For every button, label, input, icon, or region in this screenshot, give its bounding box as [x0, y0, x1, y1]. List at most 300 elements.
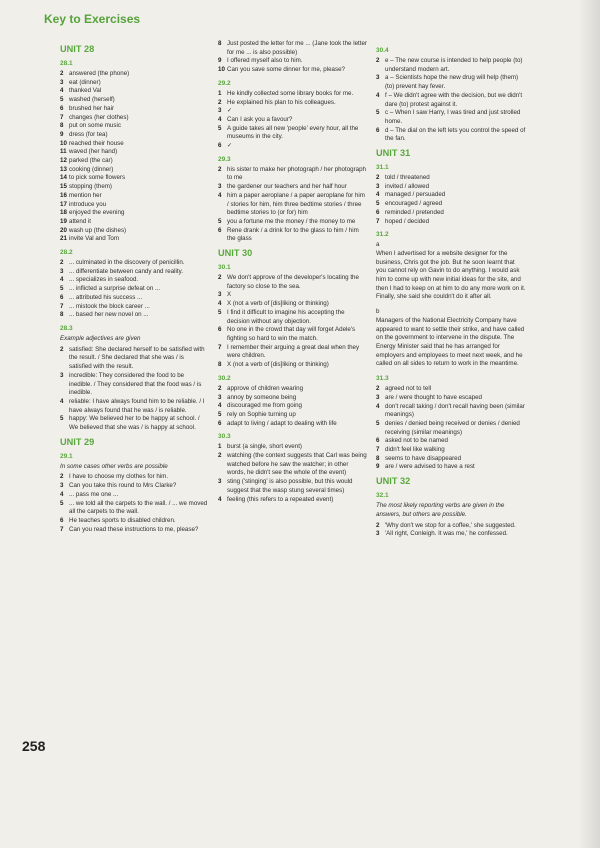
- answer-number: 5: [376, 109, 380, 117]
- answer-text: are / were advised to have a rest: [385, 463, 475, 471]
- answer-text: adapt to living / adapt to dealing with life: [227, 419, 337, 427]
- answer-item: [60, 276, 208, 285]
- answer-number: 4: [376, 91, 380, 99]
- answer-number: 3: [60, 267, 64, 275]
- answer-number: 5: [60, 96, 64, 104]
- answer-item: [376, 174, 526, 183]
- answer-item: [60, 526, 208, 535]
- answer-text: Rene drank / a drink for to the glass to him / him the glass: [227, 226, 359, 243]
- answer-item: [60, 218, 208, 227]
- section-28-3-list: [60, 346, 208, 433]
- answer-number: 7: [376, 217, 380, 225]
- answer-item: [218, 291, 368, 300]
- section-30-2-heading: 30.2: [218, 374, 231, 382]
- answer-text: watching (the context suggests that Carl was being watched before he saw the watcher; in other words, he didn't see the whole of the event): [227, 452, 367, 477]
- answer-number: 6: [218, 142, 222, 150]
- answer-item: [60, 105, 208, 114]
- section-31-3-heading: 31.3: [376, 375, 389, 383]
- answer-text: changes (her clothes): [69, 113, 129, 121]
- answer-number: 6: [376, 437, 380, 445]
- answer-number: 5: [60, 415, 64, 423]
- answer-number: 1: [218, 443, 222, 451]
- answer-item: [60, 131, 208, 140]
- answer-item: [376, 191, 526, 200]
- answer-text: approve of children wearing: [227, 384, 304, 392]
- section-28-3-heading: 28.3: [60, 324, 73, 332]
- answer-text: dress (for tea): [69, 130, 108, 138]
- answer-text: to pick some flowers: [69, 174, 126, 182]
- answer-text: X (not a verb of [dis]liking or thinking): [227, 361, 329, 369]
- answer-item: [376, 394, 526, 403]
- answer-number: 2: [376, 385, 380, 393]
- answer-number: 2: [60, 70, 64, 77]
- paragraph-label-a: a: [376, 241, 380, 249]
- answer-number: 6: [60, 293, 64, 301]
- answer-item: [60, 201, 208, 210]
- answer-item: [60, 157, 208, 166]
- answer-text: 'Why don't we stop for a coffee,' she suggested.: [385, 521, 516, 529]
- answer-item: [218, 40, 368, 57]
- answer-text: agreed not to tell: [385, 385, 432, 393]
- answer-number: 12: [60, 157, 67, 165]
- answer-text: annoy by someone being: [227, 393, 297, 401]
- section-29-1-continued-list: [218, 40, 368, 75]
- answer-number: 2: [218, 452, 222, 460]
- section-30-1-heading: 30.1: [218, 264, 231, 272]
- answer-item: [60, 346, 208, 372]
- answer-number: 6: [60, 516, 64, 524]
- answer-text: Just posted the letter for me ... (Jane took the letter for me ... is also possible): [227, 40, 367, 56]
- answer-number: 4: [60, 397, 64, 405]
- answer-item: [376, 530, 526, 539]
- answer-item: [60, 415, 208, 432]
- answer-number: 4: [218, 191, 222, 199]
- answer-item: [376, 200, 526, 209]
- answer-item: [60, 148, 208, 157]
- section-30-1-list: [218, 274, 368, 370]
- answer-text: thanked Val: [69, 87, 102, 95]
- answer-number: 5: [218, 308, 222, 316]
- answer-text: ✓: [227, 107, 233, 115]
- answer-item: [60, 183, 208, 192]
- answer-item: [218, 300, 368, 309]
- answer-item: [60, 140, 208, 149]
- answer-item: [218, 326, 368, 343]
- answer-item: [218, 309, 368, 326]
- answer-text: c – When I saw Harry, I was tired and just strolled home.: [385, 109, 521, 125]
- answer-text: discouraged me from going: [227, 402, 302, 410]
- answer-text: don't recall taking / don't recall having been (similar meanings): [385, 402, 525, 419]
- column-right: [376, 42, 526, 539]
- answer-number: 8: [60, 311, 64, 319]
- answer-item: [376, 522, 526, 531]
- answer-item: [60, 294, 208, 303]
- answer-item: [60, 70, 208, 79]
- answer-number: 2: [218, 165, 222, 173]
- answer-item: [218, 274, 368, 291]
- answer-number: 3: [60, 371, 64, 379]
- answer-item: [218, 227, 368, 244]
- answer-number: 15: [60, 183, 67, 191]
- answer-text: ... culminated in the discovery of penicillin.: [69, 259, 185, 267]
- answer-text: d – The dial on the left lets you control the speed of the fan.: [385, 126, 526, 143]
- answer-text: stopping (them): [69, 183, 112, 191]
- answer-item: [60, 500, 208, 517]
- answer-item: [60, 285, 208, 294]
- answer-text: answered (the phone): [69, 70, 130, 77]
- answer-number: 6: [218, 326, 222, 334]
- answer-text: you a fortune me the money / the money to me: [227, 217, 356, 225]
- answer-item: [60, 482, 208, 491]
- section-30-4-list: [376, 57, 526, 144]
- answer-number: 4: [218, 115, 222, 123]
- answer-text: ... pass me one ...: [69, 490, 119, 498]
- answer-number: 6: [376, 208, 380, 216]
- answer-item: [60, 268, 208, 277]
- answer-item: [376, 446, 526, 455]
- answer-item: [376, 437, 526, 446]
- answer-text: I offered myself also to him.: [227, 57, 303, 65]
- answer-text: ✓: [227, 142, 233, 150]
- section-28-1-list: [60, 70, 208, 244]
- answer-text: waved (her hand): [69, 148, 118, 156]
- column-middle: [218, 40, 368, 504]
- answer-text: reliable: I have always found him to be reliable. / I have always found that he was / is reliable.: [69, 397, 205, 414]
- answer-text: put on some music: [69, 122, 121, 130]
- answer-number: 11: [60, 148, 67, 156]
- answer-item: [376, 218, 526, 227]
- answer-number: 7: [218, 343, 222, 351]
- answer-item: [218, 420, 368, 429]
- answer-number: 5: [218, 410, 222, 418]
- answer-number: 5: [60, 285, 64, 293]
- answer-number: 4: [60, 276, 64, 284]
- answer-text: He kindly collected some library books for me.: [227, 89, 354, 97]
- answer-text: invited / allowed: [385, 182, 430, 190]
- answer-item: [218, 394, 368, 403]
- section-29-2-heading: 29.2: [218, 79, 231, 87]
- answer-item: [60, 114, 208, 123]
- answer-text: feeling (this refers to a repeated event): [227, 495, 334, 503]
- answer-item: [218, 183, 368, 192]
- answer-item: [60, 473, 208, 482]
- answer-number: 4: [218, 300, 222, 308]
- answer-item: [60, 122, 208, 131]
- section-28-1-heading: 28.1: [60, 60, 73, 67]
- answer-number: 3: [376, 393, 380, 401]
- paragraph-b: Managers of the National Electricity Company have appeared to want to settle their strike, and have called on the government to intervene in the dispute. The Energy Minister said that he has arranged for employers and employees to meet next week, and he called on all sides to return to work in the meantime.: [376, 316, 525, 368]
- section-31-3-list: [376, 385, 526, 472]
- paragraph-a: When I advertised for a website designer for the business, Chris got the job. But he soon learnt that you cannot rely on Gavin to do anything. I would ask him to come up with new initial ideas for the site, and then I had to keep on at him to do any more work on it. Finally, she said she couldn't do it after all.: [376, 249, 526, 301]
- section-32-1-heading: 32.1: [376, 492, 389, 500]
- answer-number: 3: [60, 78, 64, 86]
- answer-number: 2: [60, 345, 64, 353]
- answer-text: his sister to make her photograph / her photograph to me: [227, 165, 366, 182]
- answer-number: 9: [218, 57, 222, 65]
- section-28-2-list: [60, 259, 208, 320]
- answer-item: [376, 92, 526, 109]
- section-28-3-note: Example adjectives are given: [60, 334, 141, 342]
- answer-item: [60, 259, 208, 268]
- answer-number: 6: [376, 126, 380, 134]
- answer-text: X (not a verb of [dis]liking or thinking): [227, 300, 329, 308]
- section-28-2-heading: 28.2: [60, 249, 73, 257]
- answer-item: [376, 209, 526, 218]
- answer-number: 16: [60, 191, 67, 199]
- answer-text: ... differentiate between candy and reality.: [69, 267, 183, 275]
- answer-item: [218, 166, 368, 183]
- answer-text: eat (dinner): [69, 78, 101, 86]
- unit-29-heading: UNIT 29: [60, 436, 95, 447]
- unit-32-heading: UNIT 32: [376, 476, 411, 487]
- answer-number: 3: [376, 182, 380, 190]
- answer-text: f – We didn't agree with the decision, but we didn't dare (to) protest against it.: [385, 91, 523, 108]
- answer-text: him a paper aeroplane / a paper aeroplane for him / stories for him, him three bedtime stories / three bedtime stories to (or for) him: [227, 191, 365, 217]
- answer-text: encouraged / agreed: [385, 200, 443, 208]
- answer-item: [60, 192, 208, 201]
- answer-number: 2: [60, 259, 64, 267]
- answer-number: 2: [218, 274, 222, 282]
- answer-number: 4: [218, 402, 222, 410]
- section-29-1-note: In some cases other verbs are possible: [60, 462, 168, 470]
- answer-number: 5: [218, 124, 222, 132]
- section-29-1-heading: 29.1: [60, 452, 73, 460]
- answer-text: He teaches sports to disabled children.: [69, 516, 176, 524]
- answer-number: 13: [60, 165, 67, 173]
- answer-text: the gardener our teachers and her half hour: [227, 183, 347, 191]
- answer-item: [60, 174, 208, 183]
- answer-text: satisfied: She declared herself to be satisfied with the result. / She declared that she was / is satisfied with the result.: [69, 345, 205, 371]
- answer-number: 8: [376, 454, 380, 462]
- section-30-2-list: [218, 385, 368, 429]
- answer-number: 7: [376, 446, 380, 454]
- answer-number: 3: [218, 183, 222, 191]
- section-31-2-heading: 31.2: [376, 231, 389, 239]
- page-title: Key to Exercises: [44, 12, 141, 26]
- answer-number: 4: [60, 490, 64, 498]
- answer-item: [218, 452, 368, 478]
- answer-item: [60, 491, 208, 500]
- answer-item: [60, 235, 208, 244]
- answer-item: [376, 127, 526, 144]
- answer-text: I find it difficult to imagine his accepting the decision without any objection.: [227, 308, 345, 325]
- section-32-1-note: The most likely reporting verbs are given in the answers, but others are possible.: [376, 502, 505, 518]
- answer-text: parked (the car): [69, 157, 113, 165]
- answer-text: wash up (the dishes): [69, 226, 127, 234]
- answer-item: [218, 478, 368, 495]
- unit-28-heading: UNIT 28: [60, 44, 95, 54]
- answer-number: 17: [60, 200, 67, 208]
- answer-item: [60, 398, 208, 415]
- answer-number: 8: [218, 40, 222, 47]
- section-31-1-list: [376, 174, 526, 226]
- answer-item: [376, 420, 526, 437]
- answer-number: 21: [60, 235, 67, 243]
- answer-number: 10: [218, 66, 225, 74]
- answer-text: A guide takes all new 'people' every hour, all the museums in the city.: [227, 124, 359, 141]
- unit-30-heading: UNIT 30: [218, 248, 253, 259]
- answer-number: 7: [60, 113, 64, 121]
- answer-number: 9: [376, 463, 380, 471]
- answer-item: [218, 411, 368, 420]
- answer-number: 2: [376, 174, 380, 182]
- answer-text: invite Val and Tom: [69, 235, 119, 243]
- answer-text: didn't feel like walking: [385, 446, 445, 454]
- answer-text: sting ('stinging' is also possible, but this would suggest that the wasp stung several times): [227, 478, 353, 494]
- answer-text: are / were thought to have escaped: [385, 393, 483, 401]
- answer-number: 2: [60, 473, 64, 481]
- section-29-2-list: [218, 90, 368, 151]
- answer-text: ... we told all the carpets to the wall. / ... we moved all the carpets to the wall.: [69, 499, 208, 516]
- answer-item: [218, 99, 368, 108]
- answer-item: [376, 385, 526, 394]
- answer-text: denies / denied being received or denies / denied receiving (similar meanings): [385, 419, 520, 436]
- answer-item: [218, 218, 368, 227]
- answer-text: asked not to be named: [385, 437, 448, 445]
- answer-item: [218, 66, 368, 75]
- answer-text: attend it: [69, 217, 92, 225]
- answer-item: [60, 79, 208, 88]
- answer-number: 2: [218, 384, 222, 392]
- answer-text: enjoyed the evening: [69, 209, 125, 217]
- answer-item: [218, 57, 368, 66]
- answer-text: incredible: They considered the food to be inedible. / They considered that the food was / is inedible.: [69, 371, 202, 397]
- answer-item: [376, 74, 526, 91]
- answer-text: He explained his plan to his colleagues.: [227, 98, 336, 106]
- answer-number: 8: [218, 361, 222, 369]
- answer-text: rely on Sophie turning up: [227, 410, 296, 418]
- answer-item: [60, 87, 208, 96]
- answer-number: 5: [60, 499, 64, 507]
- answer-item: [376, 463, 526, 472]
- answer-number: 4: [376, 402, 380, 410]
- answer-text: cooking (dinner): [69, 165, 114, 173]
- answer-text: Can you save some dinner for me, please?: [227, 66, 345, 74]
- paragraph-label-b: b: [376, 308, 380, 316]
- answer-number: 4: [376, 191, 380, 199]
- answer-item: [218, 107, 368, 116]
- answer-text: Can I ask you a favour?: [227, 115, 293, 123]
- answer-number: 6: [60, 104, 64, 112]
- answer-text: reminded / pretended: [385, 208, 444, 216]
- answer-text: hoped / decided: [385, 217, 430, 225]
- answer-item: [376, 109, 526, 126]
- section-29-1-list: [60, 473, 208, 534]
- answer-item: [218, 361, 368, 370]
- answer-item: [218, 125, 368, 142]
- answer-number: 7: [60, 525, 64, 533]
- answer-number: 4: [60, 87, 64, 95]
- answer-number: 3: [218, 291, 222, 299]
- answer-number: 3: [60, 482, 64, 490]
- answer-text: We don't approve of the developer's locating the factory so close to the sea.: [227, 274, 359, 290]
- section-31-1-heading: 31.1: [376, 164, 389, 172]
- answer-number: 14: [60, 174, 67, 182]
- answer-number: 20: [60, 226, 67, 234]
- section-30-3-heading: 30.3: [218, 433, 231, 441]
- answer-text: mention her: [69, 191, 102, 199]
- answer-item: [218, 443, 368, 452]
- answer-text: happy: We believed her to be happy at school. / We believed that she was / is happy at school.: [69, 415, 200, 432]
- answer-text: ... specializes in seafood.: [69, 276, 139, 284]
- answer-text: reached their house: [69, 139, 124, 147]
- answer-text: brushed her hair: [69, 104, 115, 112]
- answer-number: 3: [376, 74, 380, 82]
- answer-item: [60, 209, 208, 218]
- answer-item: [218, 385, 368, 394]
- answer-number: 7: [60, 302, 64, 310]
- answer-text: ... attributed his success ...: [69, 293, 143, 301]
- answer-number: 2: [218, 98, 222, 106]
- answer-number: 1: [218, 89, 222, 97]
- answer-number: 4: [218, 495, 222, 503]
- answer-item: [60, 166, 208, 175]
- answer-number: 6: [218, 419, 222, 427]
- answer-item: [218, 192, 368, 218]
- page-edge-shadow: [578, 0, 600, 848]
- answer-number: 3: [218, 478, 222, 486]
- answer-number: 3: [218, 107, 222, 115]
- answer-number: 5: [376, 200, 380, 208]
- answer-item: [60, 303, 208, 312]
- answer-item: [218, 496, 368, 505]
- answer-text: ... mistook the block career ...: [69, 302, 150, 310]
- answer-text: managed / persuaded: [385, 191, 446, 199]
- answer-item: [376, 403, 526, 420]
- answer-text: ... based her new novel on ...: [69, 311, 149, 319]
- answer-number: 3: [376, 530, 380, 538]
- unit-31-heading: UNIT 31: [376, 148, 411, 159]
- answer-text: Can you take this round to Mrs Clarke?: [69, 482, 177, 490]
- answer-text: seems to have disappeared: [385, 454, 462, 462]
- page-number: 258: [22, 738, 46, 754]
- answer-text: washed (herself): [69, 96, 115, 104]
- section-29-3-list: [218, 166, 368, 244]
- answer-item: [60, 311, 208, 320]
- answer-item: [218, 116, 368, 125]
- section-32-1-list: [376, 522, 526, 539]
- answer-number: 6: [218, 226, 222, 234]
- answer-text: I have to choose my clothes for him.: [69, 473, 169, 481]
- answer-item: [376, 57, 526, 74]
- answer-number: 9: [60, 130, 64, 138]
- answer-number: 3: [218, 393, 222, 401]
- answer-item: [218, 90, 368, 99]
- answer-item: [218, 402, 368, 411]
- answer-text: I remember their arguing a great deal when they were children.: [227, 343, 360, 360]
- answer-text: No one in the crowd that day will forget Adele's fighting so hard to win the match.: [227, 326, 356, 342]
- section-30-4-heading: 30.4: [376, 47, 389, 54]
- answer-item: [60, 227, 208, 236]
- answer-text: a – Scientists hope the new drug will help (them) (to) prevent hay fever.: [385, 74, 519, 91]
- answer-text: introduce you: [69, 200, 107, 208]
- column-left: [60, 40, 208, 534]
- answer-item: [60, 372, 208, 398]
- answer-number: 2: [376, 521, 380, 529]
- answer-text: told / threatened: [385, 174, 430, 182]
- answer-text: X: [227, 291, 232, 299]
- answer-text: Can you read these instructions to me, please?: [69, 525, 199, 533]
- answer-item: [60, 96, 208, 105]
- answer-text: 'All right, Conleigh. It was me,' he confessed.: [385, 530, 508, 538]
- answer-item: [218, 142, 368, 151]
- answer-number: 2: [376, 57, 380, 64]
- answer-number: 19: [60, 217, 67, 225]
- answer-text: e – The new course is intended to help people (to) understand modern art.: [385, 57, 523, 73]
- section-29-3-heading: 29.3: [218, 155, 231, 163]
- answer-number: 10: [60, 139, 67, 147]
- answer-item: [376, 183, 526, 192]
